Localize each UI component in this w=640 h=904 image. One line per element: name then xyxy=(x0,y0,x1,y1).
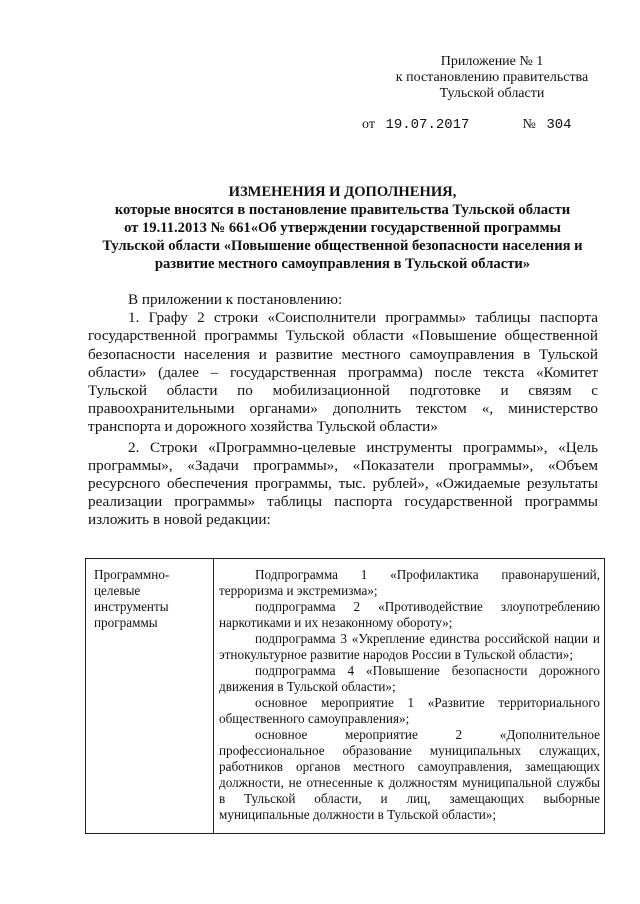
table-row-label xyxy=(94,567,204,631)
decree-date: 19.07.2017 xyxy=(385,117,470,133)
decree-number: 304 xyxy=(546,117,572,133)
annex-header xyxy=(392,54,592,102)
row-label-line: программы xyxy=(94,615,158,630)
list-item: Подпрограмма 1 «Профилактика правонарушений, терроризма и экстремизма»; xyxy=(219,567,600,598)
title-line-1: ИЗМЕНЕНИЯ И ДОПОЛНЕНИЯ, xyxy=(228,184,457,200)
list-item: основное мероприятие 2 «Дополнительное профессиональное образование муниципальных служащих, работников органов местного самоуправления, замещающих должности, не отнесенные к должностям муниципальной службы в Тульской области, и лиц, замещающих выборные муниципальные должности в Тульской области»; xyxy=(219,727,600,822)
intro-paragraph: В приложении к постановлению: xyxy=(128,291,343,308)
list-item: подпрограмма 2 «Противодействие злоупотреблению наркотиками и их незаконному обороту»; xyxy=(219,599,600,630)
table-row-content xyxy=(219,567,600,823)
annex-subtitle-line-1: к постановлению правительства xyxy=(395,70,589,85)
annex-date-number xyxy=(362,117,572,133)
annex-title: Приложение № 1 xyxy=(440,54,544,69)
document-body xyxy=(88,291,598,530)
date-prefix: от xyxy=(362,117,375,132)
number-prefix: № xyxy=(522,117,536,132)
row-label-line: инструменты xyxy=(94,599,169,614)
title-line-2: которые вносятся в постановление правительства Тульской области xyxy=(114,202,571,218)
paragraph-2: 2. Строки «Программно-целевые инструменты программы», «Цель программы», «Задачи программы», «Показатели программы», «Объем ресурсного обеспечения программы, тыс. рублей», «Ожидаемые результаты реализации программы» таблицы паспорта государственной программы изложить в новой редакции: xyxy=(88,438,598,529)
passport-table xyxy=(85,558,605,834)
column-divider xyxy=(213,559,214,833)
row-label-line: Программно- xyxy=(94,567,170,582)
list-item: подпрограмма 4 «Повышение безопасности дорожного движения в Тульской области»; xyxy=(219,663,600,694)
annex-subtitle-line-2: Тульской области xyxy=(439,86,545,101)
row-label-line: целевые xyxy=(94,583,141,598)
list-item: подпрограмма 3 «Укрепление единства российской нации и этнокультурное развитие народов России в Тульской области»; xyxy=(219,631,600,662)
title-line-4: Тульской области «Повышение общественной безопасности населения и xyxy=(102,238,583,254)
document-title xyxy=(90,183,595,273)
list-item: основное мероприятие 1 «Развитие территориального общественного самоуправления»; xyxy=(219,695,600,726)
paragraph-1: 1. Графу 2 строки «Соисполнители программы» таблицы паспорта государственной программы Тульской области «Повышение общественной безопасности населения и развитие местного самоуправления в Тульской области» (далее – государственная программа) после текста «Комитет Тульской области по мобилизационной подготовке и связям с правоохранительными органами» дополнить текстом «, министерство транспорта и дорожного хозяйства Тульской области» xyxy=(88,309,598,436)
title-line-3: от 19.11.2013 № 661«Об утверждении государственной программы xyxy=(124,220,561,236)
title-line-5: развитие местного самоуправления в Тульской области» xyxy=(154,256,531,272)
